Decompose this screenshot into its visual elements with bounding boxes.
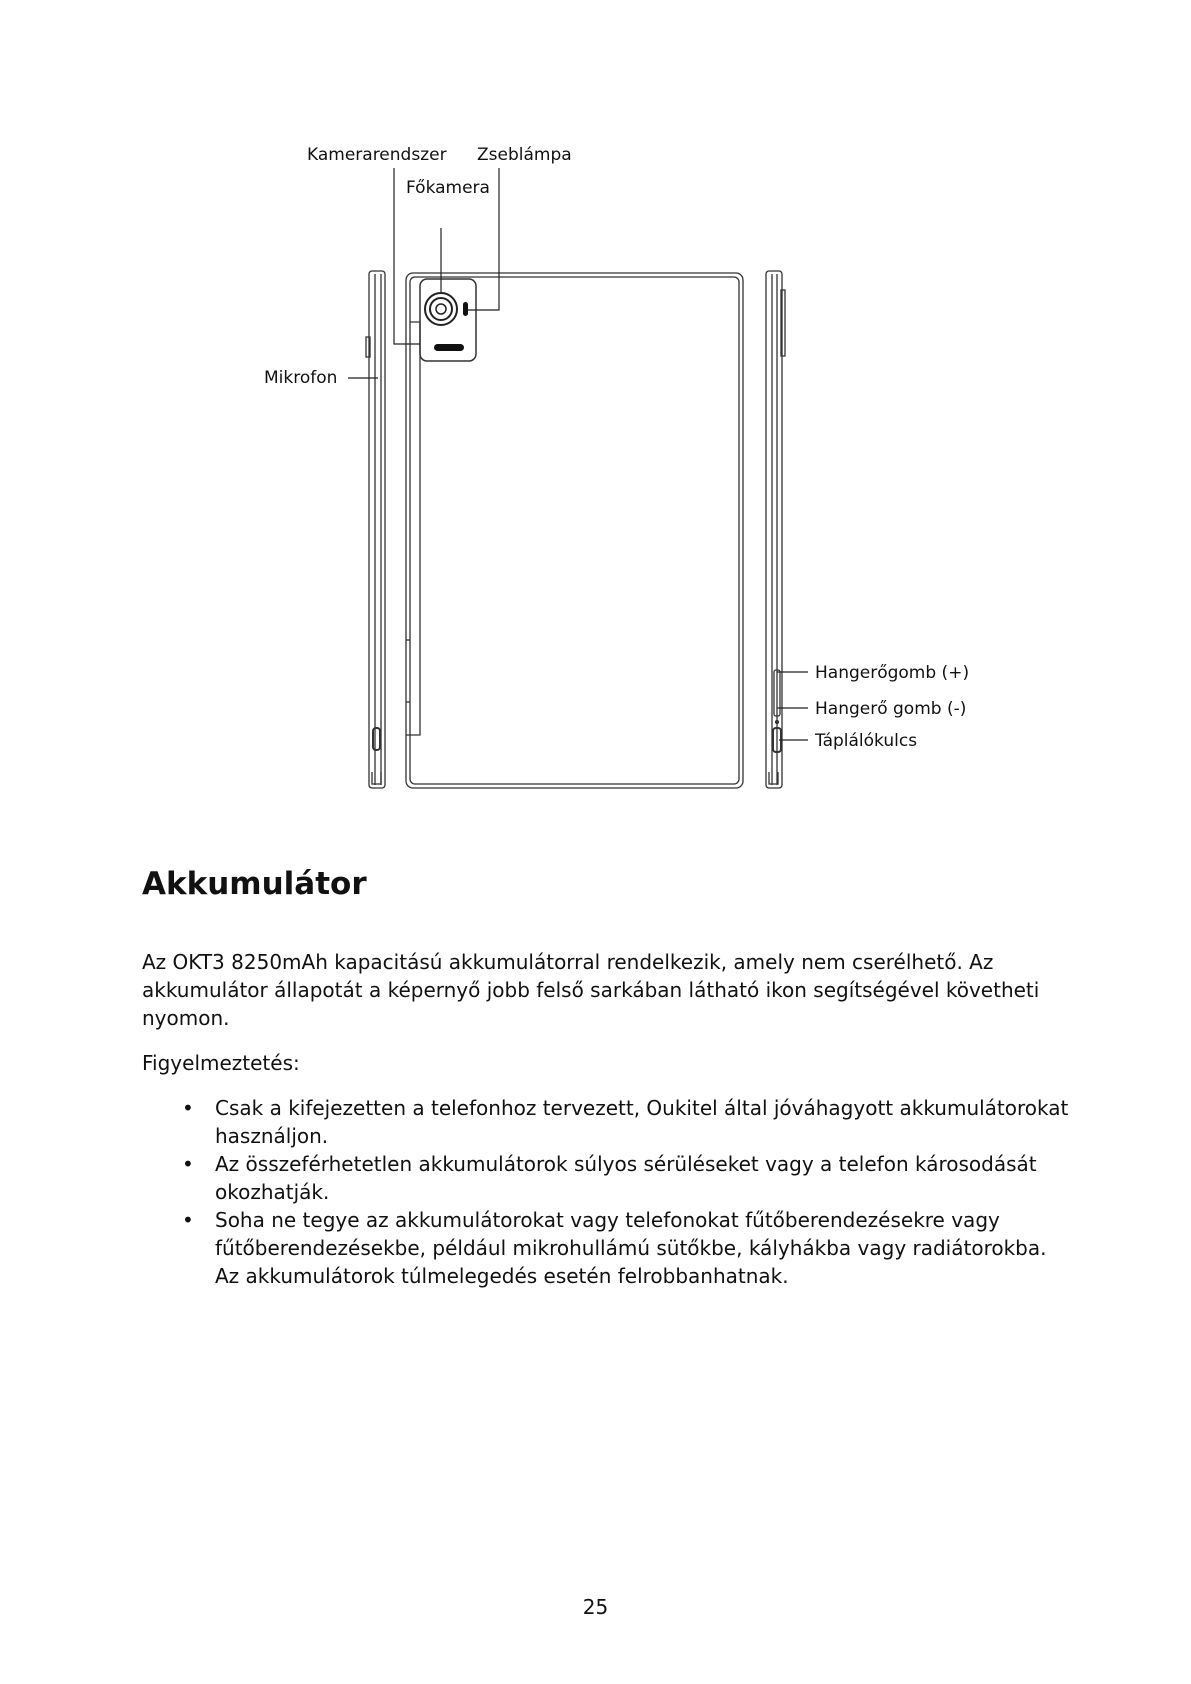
label-volume-down: Hangerő gomb (-) <box>815 699 967 719</box>
list-item <box>142 1150 1072 1206</box>
label-microphone: Mikrofon <box>264 368 338 388</box>
warning-list <box>142 1094 1072 1290</box>
label-power-key: Táplálókulcs <box>815 731 918 751</box>
list-item-text: Csak a kifejezetten a telefonhoz tervezett, Oukitel által jóváhagyott akkumulátorokat használjon. <box>215 1096 1069 1148</box>
device-diagram <box>0 0 1191 820</box>
right-side-view <box>766 271 785 788</box>
bullet-icon: • <box>182 1152 194 1176</box>
label-volume-up: Hangerőgomb (+) <box>815 663 970 683</box>
intro-paragraph: Az OKT3 8250mAh kapacitású akkumulátorral rendelkezik, amely nem cserélhető. Az akkumulátor állapotát a képernyő jobb felső sarkában látható ikon segítségével követheti nyomon. <box>142 950 1040 1030</box>
warning-label: Figyelmeztetés: <box>142 1051 300 1075</box>
label-main-camera: Főkamera <box>406 178 490 198</box>
list-item-text: Az összeférhetetlen akkumulátorok súlyos sérüléseket vagy a telefon károsodását okozhatják. <box>215 1152 1037 1204</box>
list-item <box>142 1206 1072 1290</box>
flashlight-icon <box>463 302 468 316</box>
label-camera-system: Kamerarendszer <box>307 145 447 165</box>
list-item-text: Soha ne tegye az akkumulátorokat vagy telefonokat fűtőberendezésekre vagy fűtőberendezésekbe, például mikrohullámú sütőkbe, kályhákba vagy radiátorokba. Az akkumulátorok túlmelegedés esetén felrobbanhatnak. <box>215 1208 1047 1288</box>
left-side-view <box>366 271 385 788</box>
camera-grille-icon <box>434 344 464 351</box>
bullet-icon: • <box>182 1096 194 1120</box>
section-heading: Akkumulátor <box>142 866 367 902</box>
camera-module <box>420 279 476 361</box>
label-flashlight: Zseblámpa <box>477 145 572 165</box>
bullet-icon: • <box>182 1208 194 1232</box>
list-item <box>142 1094 1072 1150</box>
page-number: 25 <box>582 1595 609 1619</box>
